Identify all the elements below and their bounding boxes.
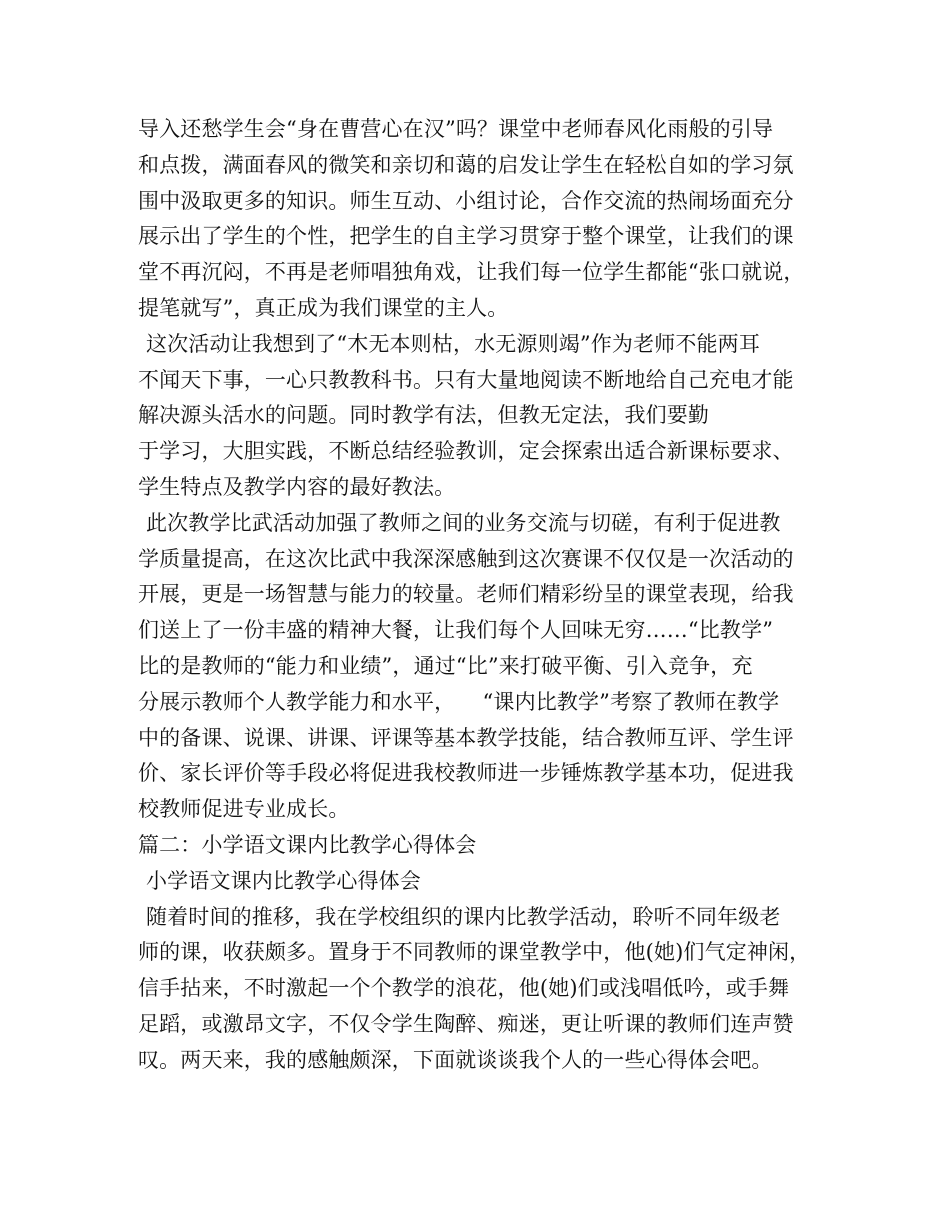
text-line: 此次教学比武活动加强了教师之间的业务交流与切磋，有利于促进教: [146, 510, 781, 535]
document-body: [138, 112, 838, 1079]
text-line: 师的课，收获颇多。置身于不同教师的课堂教学中，他(她)们气定神闲，: [138, 940, 811, 965]
text-line: 围中汲取更多的知识。师生互动、小组讨论，合作交流的热闹场面充分: [138, 188, 794, 213]
text-line: 堂不再沉闷，不再是老师唱独角戏，让我们每一位学生都能“张口就说，: [138, 260, 805, 285]
text-line: 学质量提高，在这次比武中我深深感触到这次赛课不仅仅是一次活动的: [138, 546, 794, 571]
text-line: 导入还愁学生会“身在曹营心在汉”吗？课堂中老师春风化雨般的引导: [138, 117, 774, 141]
text-line: 于学习，大胆实践，不断总结经验教训，定会探索出适合新课标要求、: [138, 439, 794, 464]
text-line: 信手拈来，不时激起一个个教学的浪花，他(她)们或浅唱低吟，或手舞: [138, 976, 790, 1001]
text-line: 比的是教师的“能力和业绩”，通过“比”来打破平衡、引入竞争，充: [138, 653, 753, 678]
text-line: 这次活动让我想到了“木无本则枯，水无源则竭”作为老师不能两耳: [146, 331, 760, 356]
text-line: 价、家长评价等手段必将促进我校教师进一步锤炼教学基本功，促进我: [138, 761, 794, 786]
text-line: 叹。两天来，我的感触颇深，下面就谈谈我个人的一些心得体会吧。: [138, 1047, 773, 1072]
text-line: 篇二：小学语文课内比教学心得体会: [138, 832, 477, 857]
text-line: 展示出了学生的个性，把学生的自主学习贯穿于整个课堂，让我们的课: [138, 224, 794, 249]
text-line: 提笔就写”，真正成为我们课堂的主人。: [138, 295, 509, 320]
text-line: 校教师促进专业成长。: [138, 797, 350, 822]
text-line: 中的备课、说课、讲课、评课等基本教学技能，结合教师互评、学生评: [138, 725, 794, 750]
text-line: 解决源头活水的问题。同时教学有法，但教无定法，我们要勤: [138, 403, 710, 428]
text-line: 分展示教师个人教学能力和水平， “课内比教学”考察了教师在教学: [138, 689, 780, 714]
text-line: 和点拨，满面春风的微笑和亲切和蔼的启发让学生在轻松自如的学习氛: [138, 152, 794, 177]
text-line: 学生特点及教学内容的最好教法。: [138, 474, 456, 499]
text-line: 随着时间的推移，我在学校组织的课内比教学活动，聆听不同年级老: [146, 904, 781, 929]
text-line: 小学语文课内比教学心得体会: [146, 868, 421, 893]
text-line: 们送上了一份丰盛的精神大餐，让我们每个人回味无穷……“比教学”: [138, 618, 774, 643]
text-line: 足蹈，或激昂文字，不仅令学生陶醉、痴迷，更让听课的教师们连声赞: [138, 1011, 794, 1036]
text-line: 开展，更是一场智慧与能力的较量。老师们精彩纷呈的课堂表现，给我: [138, 582, 794, 607]
text-line: 不闻天下事，一心只教教科书。只有大量地阅读不断地给自己充电才能: [138, 367, 794, 392]
